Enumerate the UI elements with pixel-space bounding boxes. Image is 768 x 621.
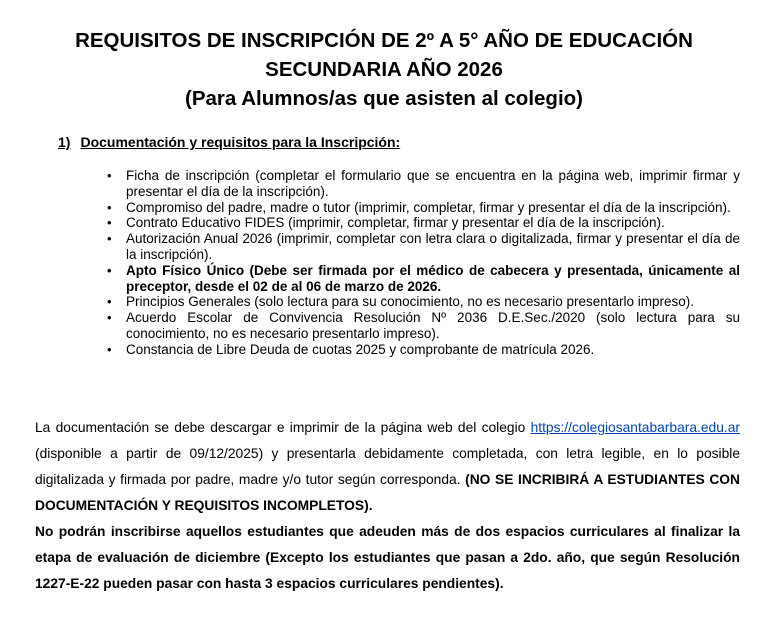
requirement-item-contrato: • Contrato Educativo FIDES (imprimir, completar, firmar y presentar el día de la inscripción).	[126, 215, 740, 231]
requirement-item-ficha: • Ficha de inscripción (completar el formulario que se encuentra en la página web, imprimir firmar y presentar el día de la inscripción).	[126, 168, 740, 200]
school-website-link[interactable]: https://colegiosantabarbara.edu.ar	[530, 420, 740, 435]
instructions-intro: La documentación se debe descargar e imprimir de la página web del colegio	[35, 420, 526, 435]
section-heading	[58, 133, 400, 151]
document-title	[0, 26, 768, 113]
requirement-item-constancia: • Constancia de Libre Deuda de cuotas 2025 y comprobante de matrícula 2026.	[126, 342, 740, 358]
instructions-paragraph	[35, 415, 740, 597]
title-line-3: (Para Alumnos/as que asisten al colegio)	[185, 87, 583, 110]
section-number: 1)	[58, 134, 71, 150]
requirement-item-compromiso: • Compromiso del padre, madre o tutor (imprimir, completar, firmar y presentar el día de la inscripción).	[126, 200, 740, 216]
requirement-item-apto-fisico: • Apto Físico Único (Debe ser firmada por el médico de cabecera y presentada, únicamente al preceptor, desde el 02 de al 06 de marzo de 2026.	[126, 263, 740, 295]
instructions-rest: (disponible a partir de 09/12/2025) y presentarla debidamente completada, con letra legible, en lo posible digitalizada y firmada por padre, madre y/o tutor según corresponda.	[35, 446, 740, 487]
title-line-2: SECUNDARIA AÑO 2026	[265, 58, 503, 81]
title-line-1: REQUISITOS DE INSCRIPCIÓN DE 2º A 5° AÑO DE EDUCACIÓN	[75, 29, 693, 52]
debt-notice: No podrán inscribirse aquellos estudiantes que adeuden más de dos espacios curriculares al finalizar la etapa de evaluación de diciembre (Excepto los estudiantes que pasan a 2do. año, que según Resolución 1227-E-22 pueden pasar con hasta 3 espacios curriculares pendientes).	[35, 524, 740, 591]
requirement-item-acuerdo: • Acuerdo Escolar de Convivencia Resolución Nº 2036 D.E.Sec./2020 (solo lectura para su conocimiento, no es necesario presentarlo impreso).	[126, 310, 740, 342]
incomplete-warning: (NO SE INCRIBIRÁ A ESTUDIANTES CON DOCUMENTACIÓN Y REQUISITOS INCOMPLETOS).	[35, 472, 740, 513]
requirements-list	[126, 168, 740, 358]
section-heading-text: Documentación y requisitos para la Inscripción:	[80, 134, 401, 150]
requirement-item-autorizacion: • Autorización Anual 2026 (imprimir, completar con letra clara o digitalizada, firmar y presentar el día de la inscripción).	[126, 231, 740, 263]
requirement-item-principios: • Principios Generales (solo lectura para su conocimiento, no es necesario presentarlo impreso).	[126, 294, 740, 310]
